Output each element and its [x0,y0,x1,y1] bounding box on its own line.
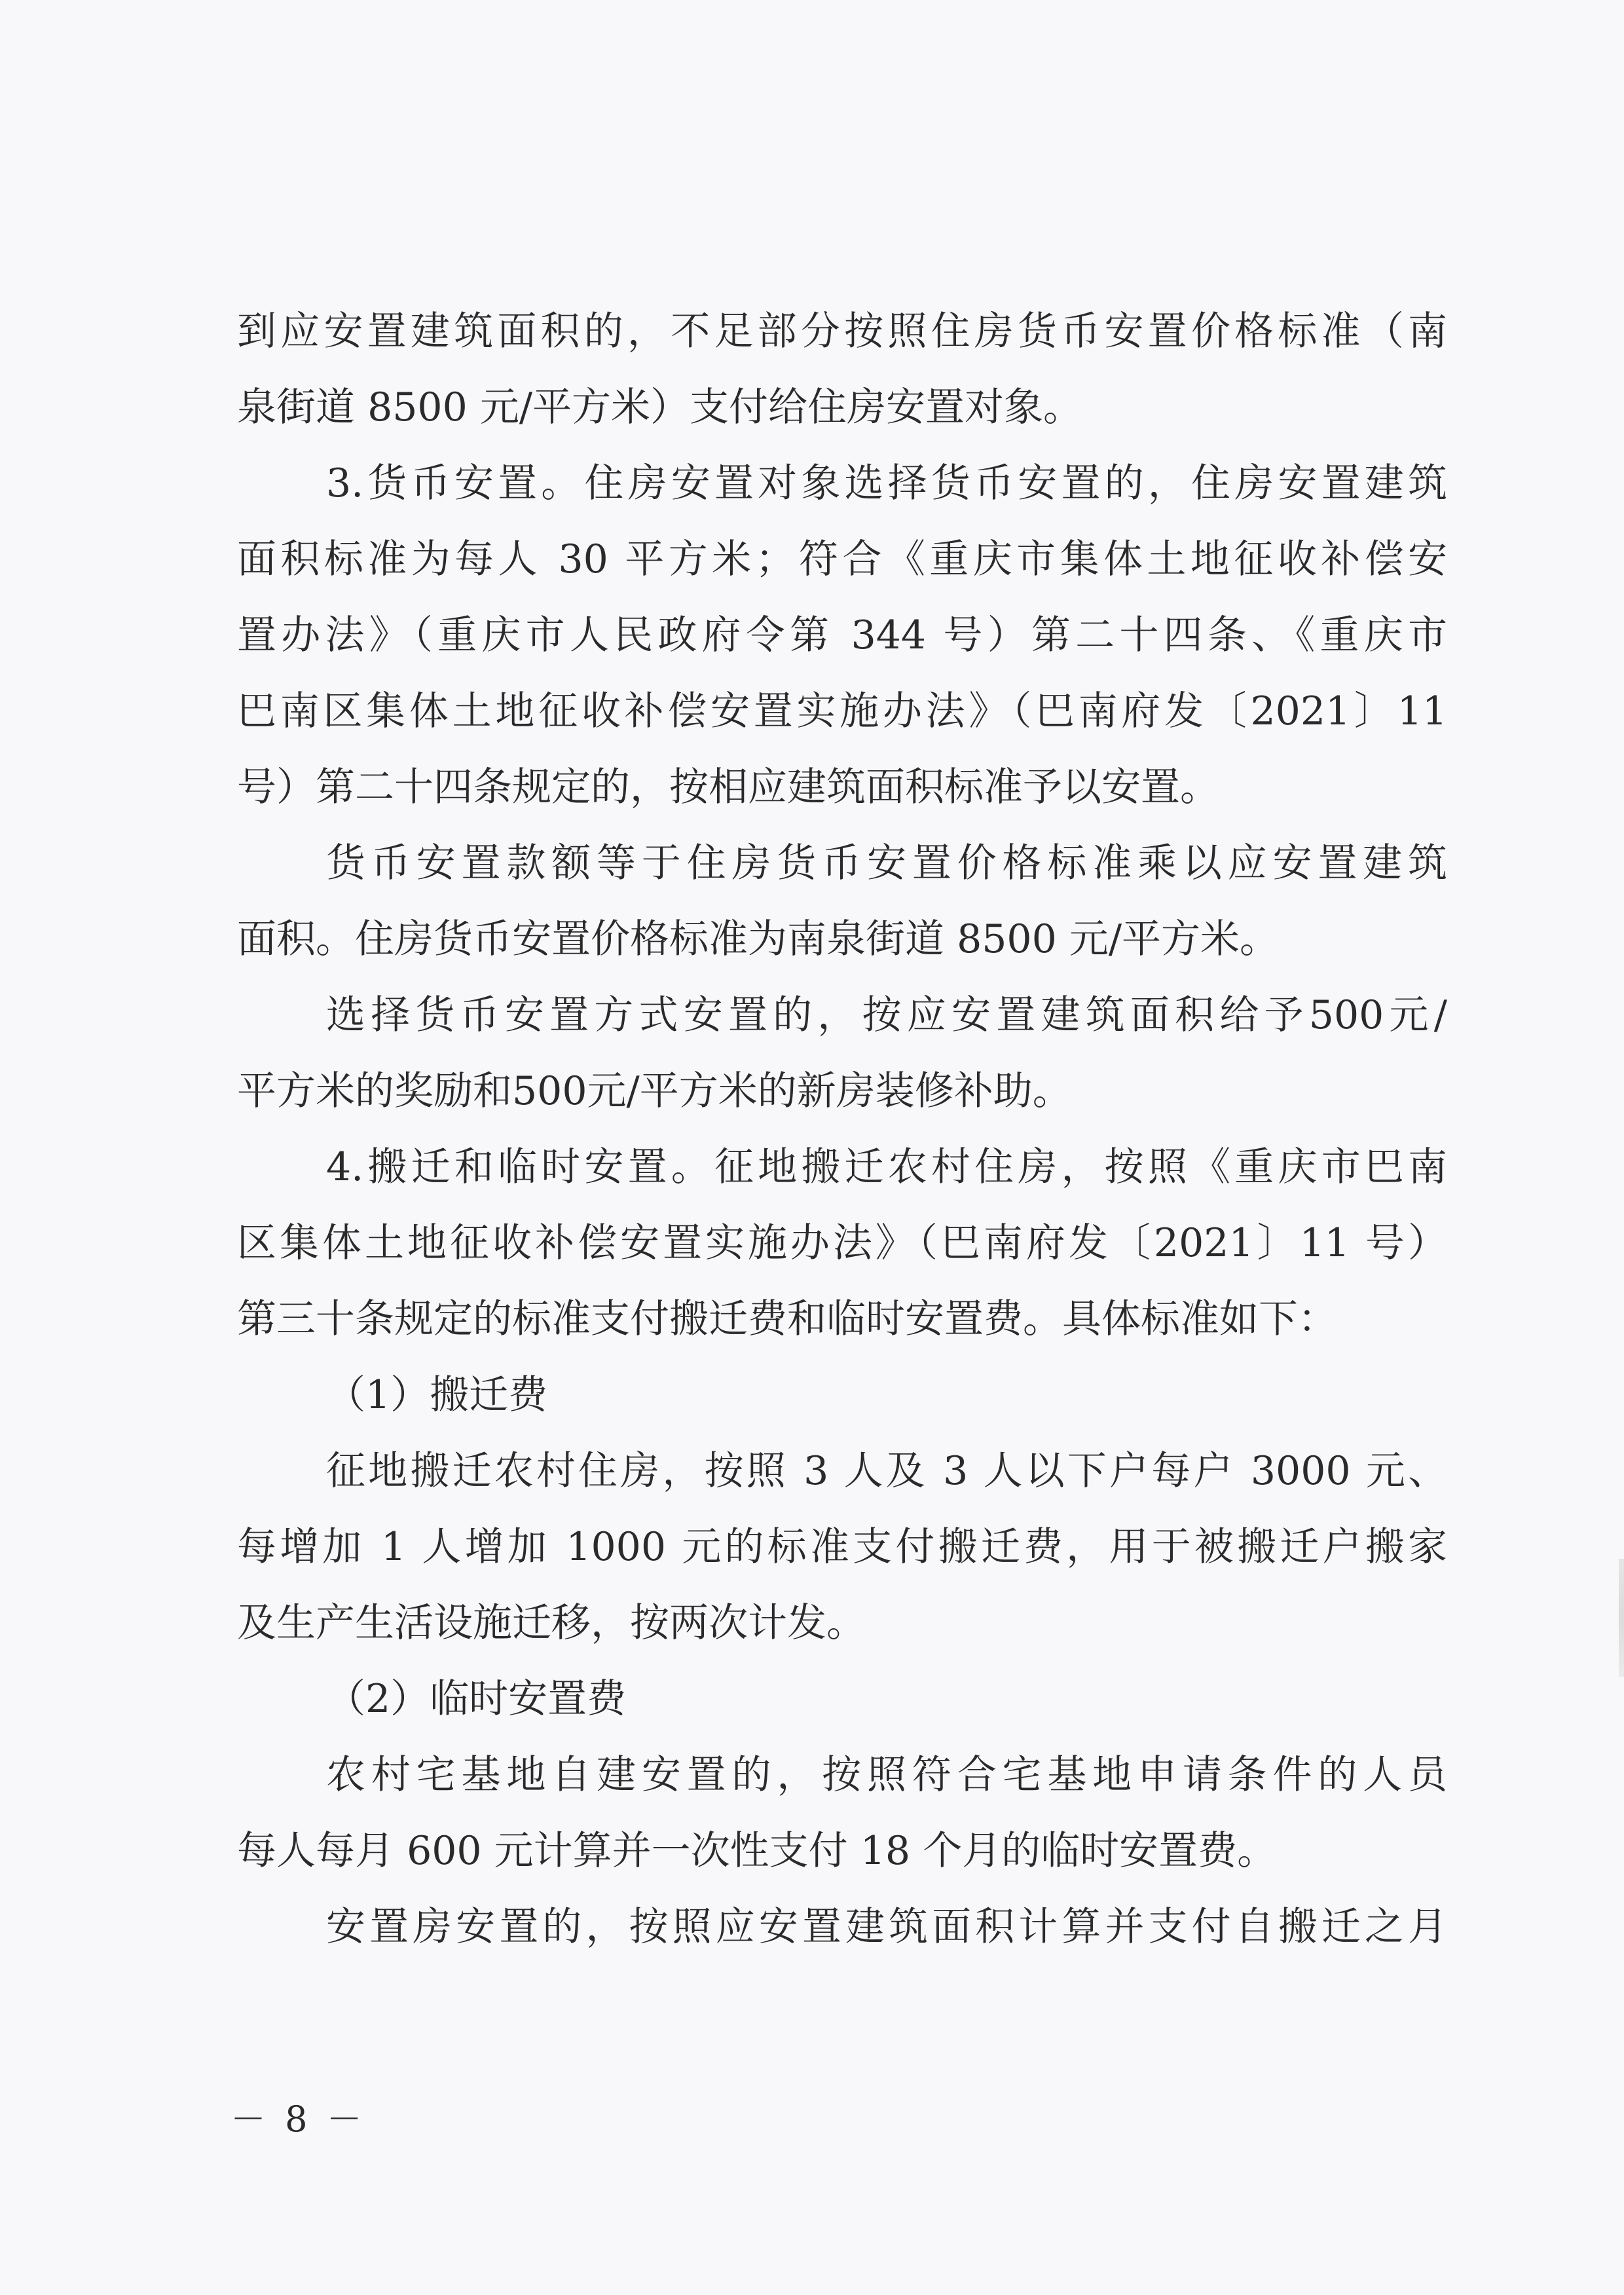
page-number: － 8 － [231,2099,366,2140]
text-line-22: 安置房安置的，按照应安置建筑面积计算并支付自搬迁之月 [326,1904,1447,1950]
text-line-20: 农村宅基地自建安置的，按照符合宅基地申请条件的人员 [326,1752,1447,1798]
text-line-7: 号）第二十四条规定的，按相应建筑面积标准予以安置。 [237,764,1219,810]
text-line-17: 每增加 1 人增加 1000 元的标准支付搬迁费，用于被搬迁户搬家 [237,1524,1447,1570]
text-line-5: 置办法》（重庆市人民政府令第 344 号）第二十四条、《重庆市 [237,612,1447,658]
text-line-18: 及生产生活设施迁移，按两次计发。 [237,1600,866,1646]
text-line-21: 每人每月 600 元计算并一次性支付 18 个月的临时安置费。 [237,1828,1277,1874]
text-line-4: 面积标准为每人 30 平方米；符合《重庆市集体土地征收补偿安 [237,536,1447,582]
text-line-2: 泉街道 8500 元/平方米）支付给住房安置对象。 [237,384,1083,430]
text-line-8: 货币安置款额等于住房货币安置价格标准乘以应安置建筑 [326,840,1447,886]
text-line-14: 第三十条规定的标准支付搬迁费和临时安置费。具体标准如下： [237,1296,1337,1342]
text-line-1: 到应安置建筑面积的，不足部分按照住房货币安置价格标准（南 [237,308,1447,354]
text-line-12: 4.搬迁和临时安置。征地搬迁农村住房，按照《重庆市巴南 [326,1144,1447,1190]
text-line-6: 巴南区集体土地征收补偿安置实施办法》（巴南府发〔2021〕11 [237,688,1447,734]
text-line-11: 平方米的奖励和500元/平方米的新房装修补助。 [237,1068,1072,1114]
text-line-19: （2）临时安置费 [326,1676,627,1722]
text-line-16: 征地搬迁农村住房，按照 3 人及 3 人以下户每户 3000 元、 [326,1448,1447,1494]
text-line-15: （1）搬迁费 [326,1372,548,1418]
text-line-13: 区集体土地征收补偿安置实施办法》（巴南府发〔2021〕11 号） [237,1220,1447,1266]
text-line-10: 选择货币安置方式安置的，按应安置建筑面积给予500元/ [326,992,1447,1038]
scan-edge-mark [1619,1559,1624,1677]
text-line-9: 面积。住房货币安置价格标准为南泉街道 8500 元/平方米。 [237,916,1280,962]
text-line-3: 3.货币安置。住房安置对象选择货币安置的，住房安置建筑 [326,460,1447,506]
